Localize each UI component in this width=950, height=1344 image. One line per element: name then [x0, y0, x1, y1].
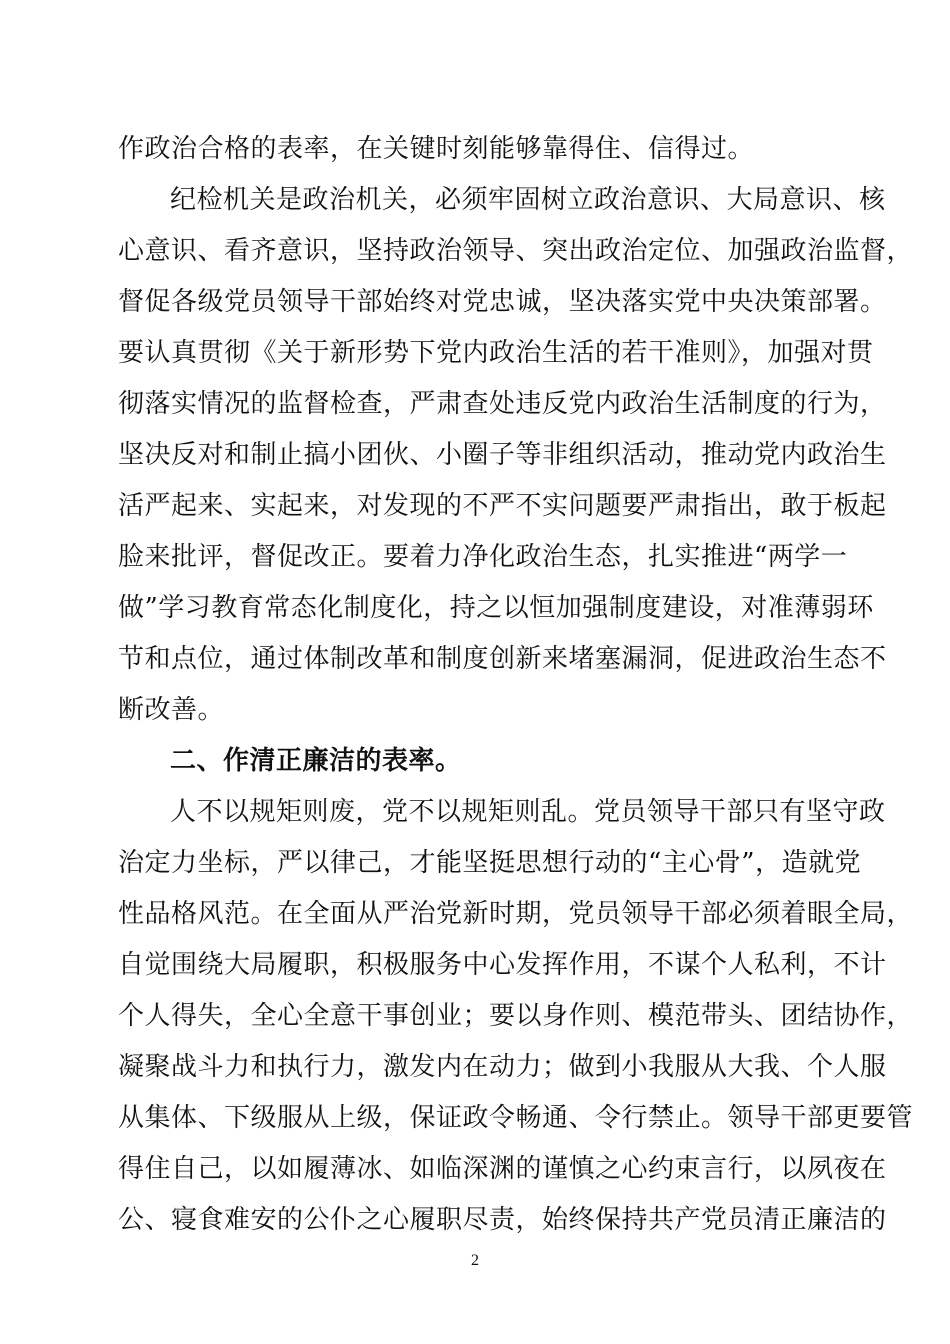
text-line: 彻落实情况的监督检查，严肃查处违反党内政治生活制度的行为，	[118, 389, 887, 419]
page-number: 2	[471, 1252, 479, 1269]
text-line: 断改善。	[118, 695, 225, 725]
text-line: 纪检机关是政治机关，必须牢固树立政治意识、大局意识、核	[170, 185, 886, 215]
text-line: 节和点位，通过体制改革和制度创新来堵塞漏洞，促进政治生态不	[118, 644, 887, 674]
text-line: 脸来批评，督促改正。要着力净化政治生态，扎实推进“两学一	[118, 542, 848, 572]
text-line: 做”学习教育常态化制度化，持之以恒加强制度建设，对准薄弱环	[118, 593, 874, 623]
text-line: 作政治合格的表率，在关键时刻能够靠得住、信得过。	[118, 134, 755, 164]
text-line: 得住自己，以如履薄冰、如临深渊的谨慎之心约束言行，以夙夜在	[118, 1154, 887, 1184]
text-line: 心意识、看齐意识，坚持政治领导、突出政治定位、加强政治监督，	[118, 236, 914, 266]
section-heading: 二、作清正廉洁的表率。	[170, 746, 462, 776]
text-line: 公、寝食难安的公仆之心履职尽责，始终保持共产党员清正廉洁的	[118, 1205, 887, 1235]
text-line: 自觉围绕大局履职，积极服务中心发挥作用，不谋个人私利，不计	[118, 950, 887, 980]
text-line: 性品格风范。在全面从严治党新时期，党员领导干部必须着眼全局，	[118, 899, 914, 929]
text-line: 人不以规矩则废，党不以规矩则乱。党员领导干部只有坚守政	[170, 797, 886, 827]
text-line: 治定力坐标，严以律己，才能坚挺思想行动的“主心骨”，造就党	[118, 848, 862, 878]
text-line: 凝聚战斗力和执行力，激发内在动力；做到小我服从大我、个人服	[118, 1052, 887, 1082]
text-line: 从集体、下级服从上级，保证政令畅通、令行禁止。领导干部更要管	[118, 1103, 914, 1133]
text-line: 活严起来、实起来，对发现的不严不实问题要严肃指出，敢于板起	[118, 491, 887, 521]
text-line: 要认真贯彻《关于新形势下党内政治生活的若干准则》，加强对贯	[118, 338, 874, 368]
text-line: 坚决反对和制止搞小团伙、小圈子等非组织活动，推动党内政治生	[118, 440, 887, 470]
text-line: 督促各级党员领导干部始终对党忠诚，坚决落实党中央决策部署。	[118, 287, 887, 317]
text-line: 个人得失，全心全意干事创业；要以身作则、模范带头、团结协作，	[118, 1001, 914, 1031]
